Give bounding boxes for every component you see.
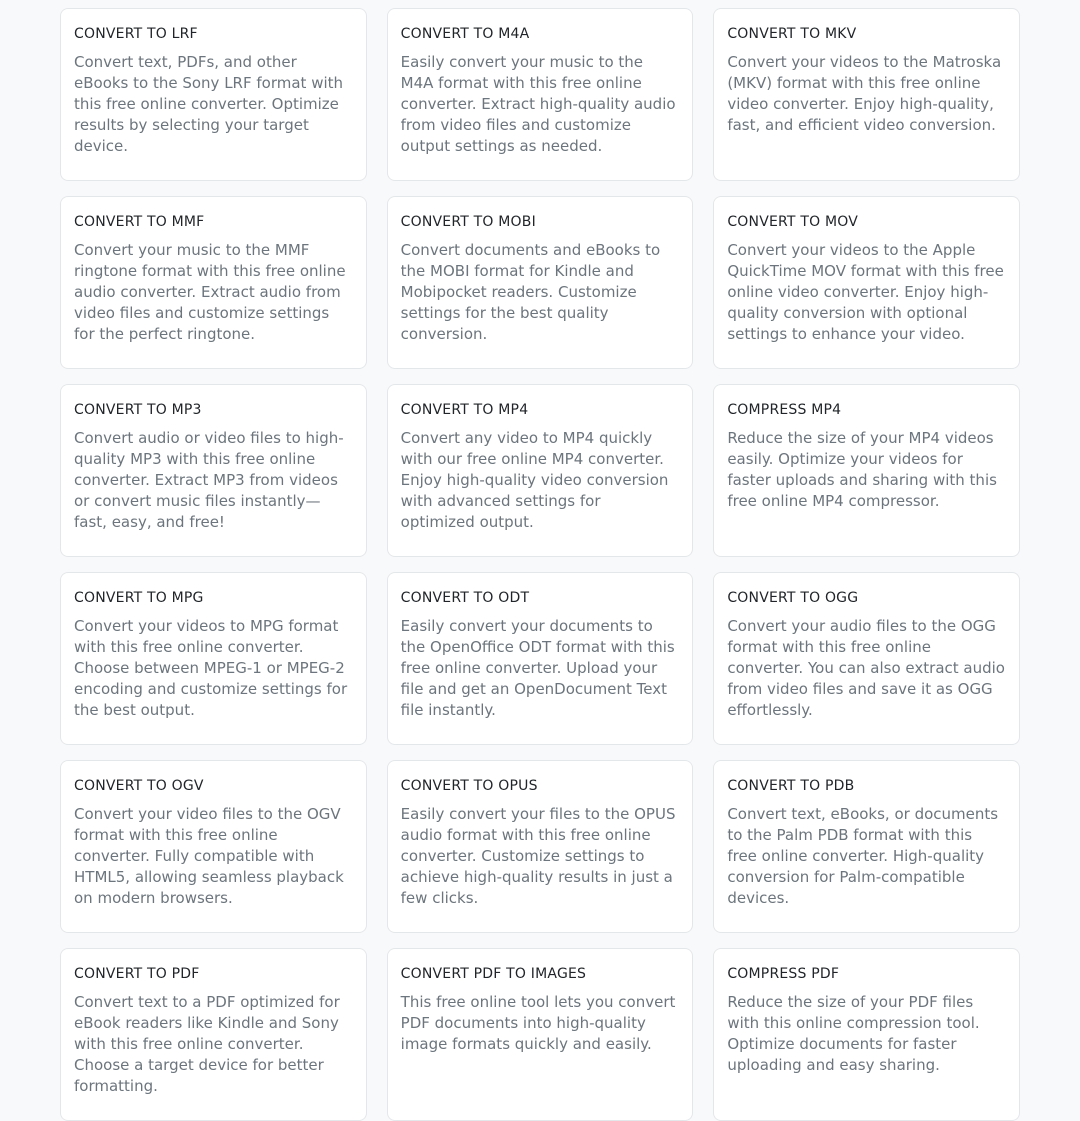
card-description: Convert audio or video files to high-quality MP3 with this free online converter. Extract MP3 from videos or convert music files instantly—fast, easy, and free! xyxy=(74,429,344,531)
card-title: CONVERT TO OPUS xyxy=(400,778,538,794)
card-title: CONVERT PDF TO IMAGES xyxy=(400,966,587,982)
converter-card[interactable] xyxy=(713,384,1020,557)
card-description: Easily convert your documents to the OpenOffice ODT format with this free online converter. Upload your file and get an OpenDocument Text file instantly. xyxy=(400,617,675,719)
converter-card[interactable] xyxy=(713,572,1020,745)
card-description: Easily convert your files to the OPUS audio format with this free online converter. Customize settings to achieve high-quality results in just a few clicks. xyxy=(400,805,676,907)
card-title: CONVERT TO MMF xyxy=(74,214,205,230)
card-title: CONVERT TO MPG xyxy=(74,590,204,606)
converter-card[interactable] xyxy=(713,8,1020,181)
card-title: COMPRESS MP4 xyxy=(727,402,842,418)
card-description: Convert your videos to the Apple QuickTime MOV format with this free online video converter. Enjoy high-quality conversion with optional settings to enhance your video. xyxy=(727,241,1004,343)
converter-card[interactable] xyxy=(713,760,1020,933)
card-description: Convert text, eBooks, or documents to the Palm PDB format with this free online converter. High-quality conversion for Palm-compatible devices. xyxy=(727,805,999,907)
converter-card[interactable] xyxy=(387,760,694,933)
card-description: Easily convert your music to the M4A format with this free online converter. Extract high-quality audio from video files and customize output settings as needed. xyxy=(400,53,676,155)
card-title: CONVERT TO M4A xyxy=(400,26,530,42)
card-title: CONVERT TO MOV xyxy=(727,214,858,230)
card-description: Convert your video files to the OGV format with this free online converter. Fully compatible with HTML5, allowing seamless playback on modern browsers. xyxy=(74,805,344,907)
converter-card[interactable] xyxy=(60,760,367,933)
card-title: COMPRESS PDF xyxy=(727,966,840,982)
card-title: CONVERT TO MP3 xyxy=(74,402,202,418)
card-title: CONVERT TO MP4 xyxy=(400,402,529,418)
converter-card[interactable] xyxy=(60,572,367,745)
card-description: Convert any video to MP4 quickly with our free online MP4 converter. Enjoy high-quality video conversion with advanced settings for optimized output. xyxy=(400,429,669,531)
converter-card[interactable] xyxy=(60,196,367,369)
card-title: CONVERT TO MOBI xyxy=(400,214,536,230)
card-description: This free online tool lets you convert PDF documents into high-quality image formats quickly and easily. xyxy=(400,993,676,1053)
converter-card[interactable] xyxy=(713,196,1020,369)
converter-card[interactable] xyxy=(60,948,367,1121)
card-title: CONVERT TO OGV xyxy=(74,778,204,794)
card-title: CONVERT TO OGG xyxy=(727,590,859,606)
card-description: Convert your audio files to the OGG format with this free online converter. You can also extract audio from video files and save it as OGG effortlessly. xyxy=(727,617,1005,719)
card-description: Convert documents and eBooks to the MOBI format for Kindle and Mobipocket readers. Customize settings for the best quality conversion. xyxy=(400,241,661,343)
card-description: Reduce the size of your MP4 videos easily. Optimize your videos for faster uploads and sharing with this free online MP4 compressor. xyxy=(727,429,997,510)
converter-card[interactable] xyxy=(387,196,694,369)
card-description: Convert text, PDFs, and other eBooks to the Sony LRF format with this free online converter. Optimize results by selecting your target device. xyxy=(74,53,344,155)
card-title: CONVERT TO ODT xyxy=(400,590,530,606)
card-title: CONVERT TO MKV xyxy=(727,26,857,42)
card-title: CONVERT TO LRF xyxy=(74,26,198,42)
converter-card[interactable] xyxy=(387,384,694,557)
converter-card[interactable] xyxy=(60,384,367,557)
converter-card[interactable] xyxy=(60,8,367,181)
converter-card[interactable] xyxy=(387,948,694,1121)
card-description: Reduce the size of your PDF files with this online compression tool. Optimize documents for faster uploading and easy sharing. xyxy=(727,993,980,1074)
card-description: Convert text to a PDF optimized for eBook readers like Kindle and Sony with this free online converter. Choose a target device for better formatting. xyxy=(74,993,340,1095)
card-description: Convert your videos to MPG format with this free online converter. Choose between MPEG-1 or MPEG-2 encoding and customize settings for the best output. xyxy=(74,617,348,719)
card-description: Convert your music to the MMF ringtone format with this free online audio converter. Extract audio from video files and customize settings for the perfect ringtone. xyxy=(74,241,346,343)
converter-card[interactable] xyxy=(713,948,1020,1121)
converter-card[interactable] xyxy=(387,572,694,745)
card-description: Convert your videos to the Matroska (MKV) format with this free online video converter. Enjoy high-quality, fast, and efficient video conversion. xyxy=(727,53,1002,134)
card-title: CONVERT TO PDF xyxy=(74,966,200,982)
converter-card[interactable] xyxy=(387,8,694,181)
card-title: CONVERT TO PDB xyxy=(727,778,855,794)
